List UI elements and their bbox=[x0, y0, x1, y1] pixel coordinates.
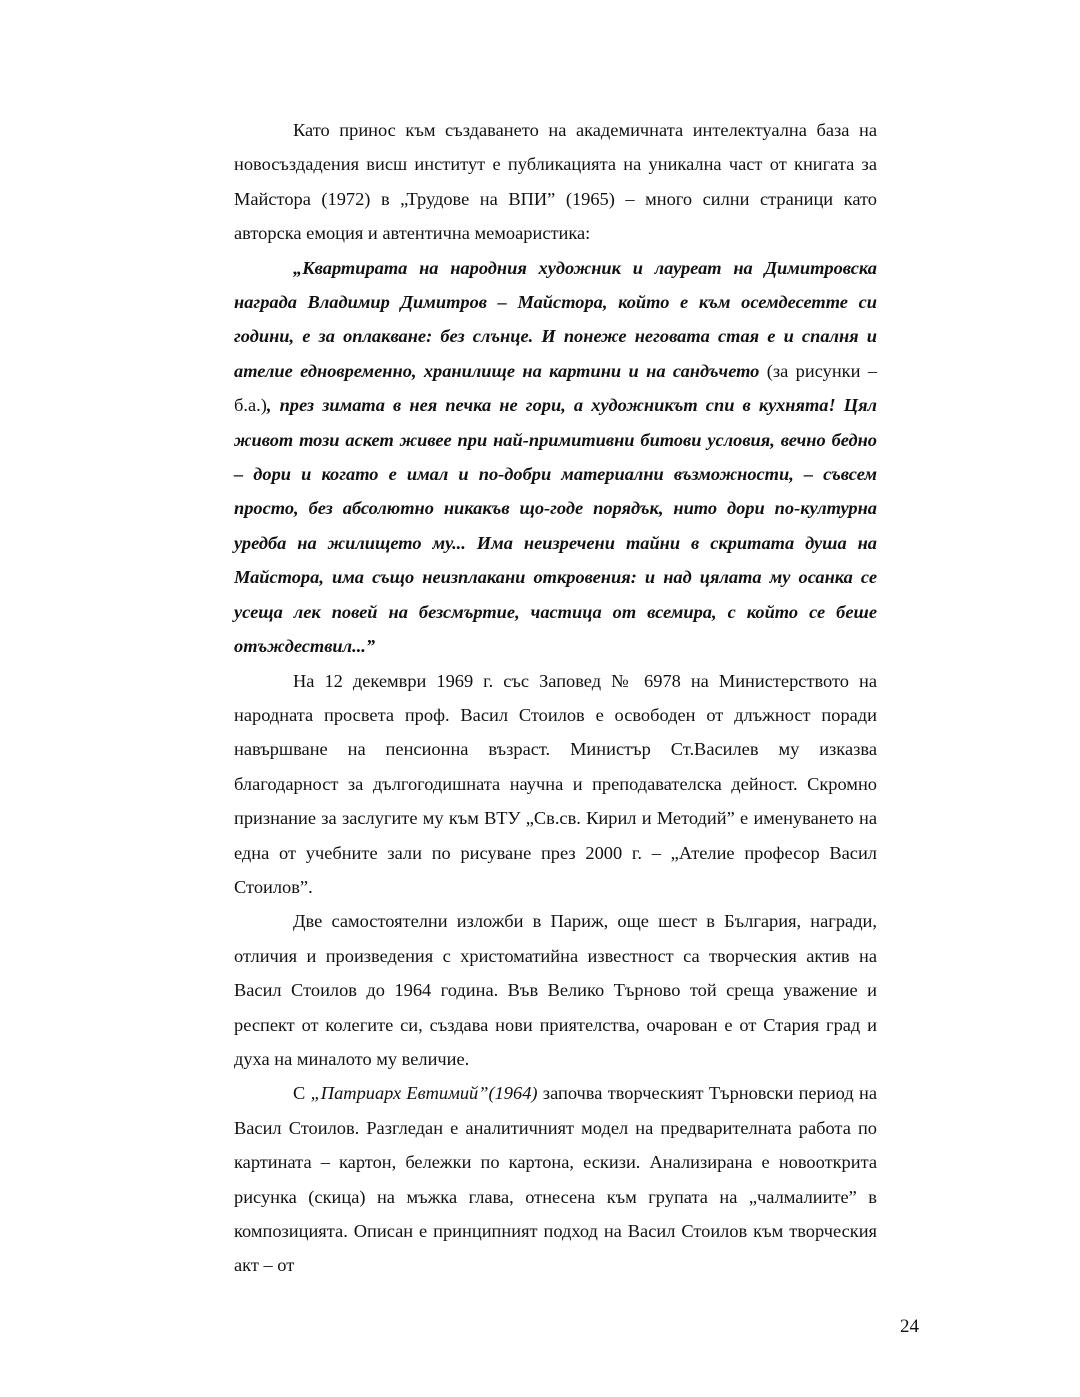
patriarch-rest: започва творческият Търновски период на Васил Стоилов. Разгледан е аналитичният модел на предварителната работа по картината – картон, бележки по картона, ескизи. Анализирана е новооткрита рисунка (скица) на мъжка глава, отнесена към групата на „чалмалиите” в композицията. Описан е принципният подход на Васил Стоилов към творческия акт – от bbox=[234, 1083, 877, 1276]
page-number: 24 bbox=[900, 1316, 919, 1337]
paragraph-intro: Като принос към създаването на академичната интелектуална база на новосъздадения висш институт е публикацията на уникална част от книгата за Майстора (1972) в „Трудове на ВПИ” (1965) – много силни страници като авторска емоция и автентична мемоаристика: bbox=[234, 120, 877, 244]
paragraph-dismissal: На 12 декември 1969 г. със Заповед № 6978 на Министерството на народната просвета проф. Васил Стоилов е освободен от длъжност поради навършване на пенсионна възраст. Министър Ст.Василев му изказва благодарност за дългогодишната научна и преподавателска дейност. Скромно признание за заслугите му към ВТУ „Св.св. Кирил и Методий” е именуването на една от учебните зали по рисуване през 2000 г. – „Ателие професор Васил Стоилов”. bbox=[234, 670, 877, 897]
patriarch-prefix: С bbox=[293, 1083, 311, 1104]
paragraph-exhibitions: Две самостоятелни изложби в Париж, още шест в България, награди, отличия и произведения с христоматийна известност са творческия актив на Васил Стоилов до 1964 година. Във Велико Търново той среща уважение и респект от колегите си, създава нови приятелства, очарован е от Стария град и духа на миналото му величие. bbox=[234, 911, 877, 1069]
paragraph-quote bbox=[234, 251, 877, 664]
paragraph-patriarch bbox=[234, 1076, 877, 1282]
quote-text-part1: „Квартирата на народния художник и лауреат на Димитровска награда Владимир Димитров – Майстора, който е към осемдесетте си години, е за оплакване: без слънце. И понеже неговата стая е и спалня и ателие едновременно, хранилище на картини и на сандъчето bbox=[234, 257, 877, 381]
quote-text-part2: , през зимата в нея печка не гори, а художникът спи в кухнята! Цял живот този аскет живее при най-примитивни битови условия, вечно бедно – дори и когато е имал и по-добри материални възможности, – съвсем просто, без абсолютно никакъв що-годе порядък, нито дори по-културна уредба на жилището му... Има неизречени тайни в скритата душа на Майстора, има също неизплакани откровения: и над цялата му осанка се усеща лек повей на безсмъртие, частица от всемира, с който се беше отъждествил...” bbox=[234, 395, 877, 657]
patriarch-work-title: „Патриарх Евтимий”(1964) bbox=[310, 1083, 538, 1104]
document-page bbox=[234, 113, 877, 1283]
quote-author-note: (за рисунки – б.а.) bbox=[234, 360, 878, 416]
